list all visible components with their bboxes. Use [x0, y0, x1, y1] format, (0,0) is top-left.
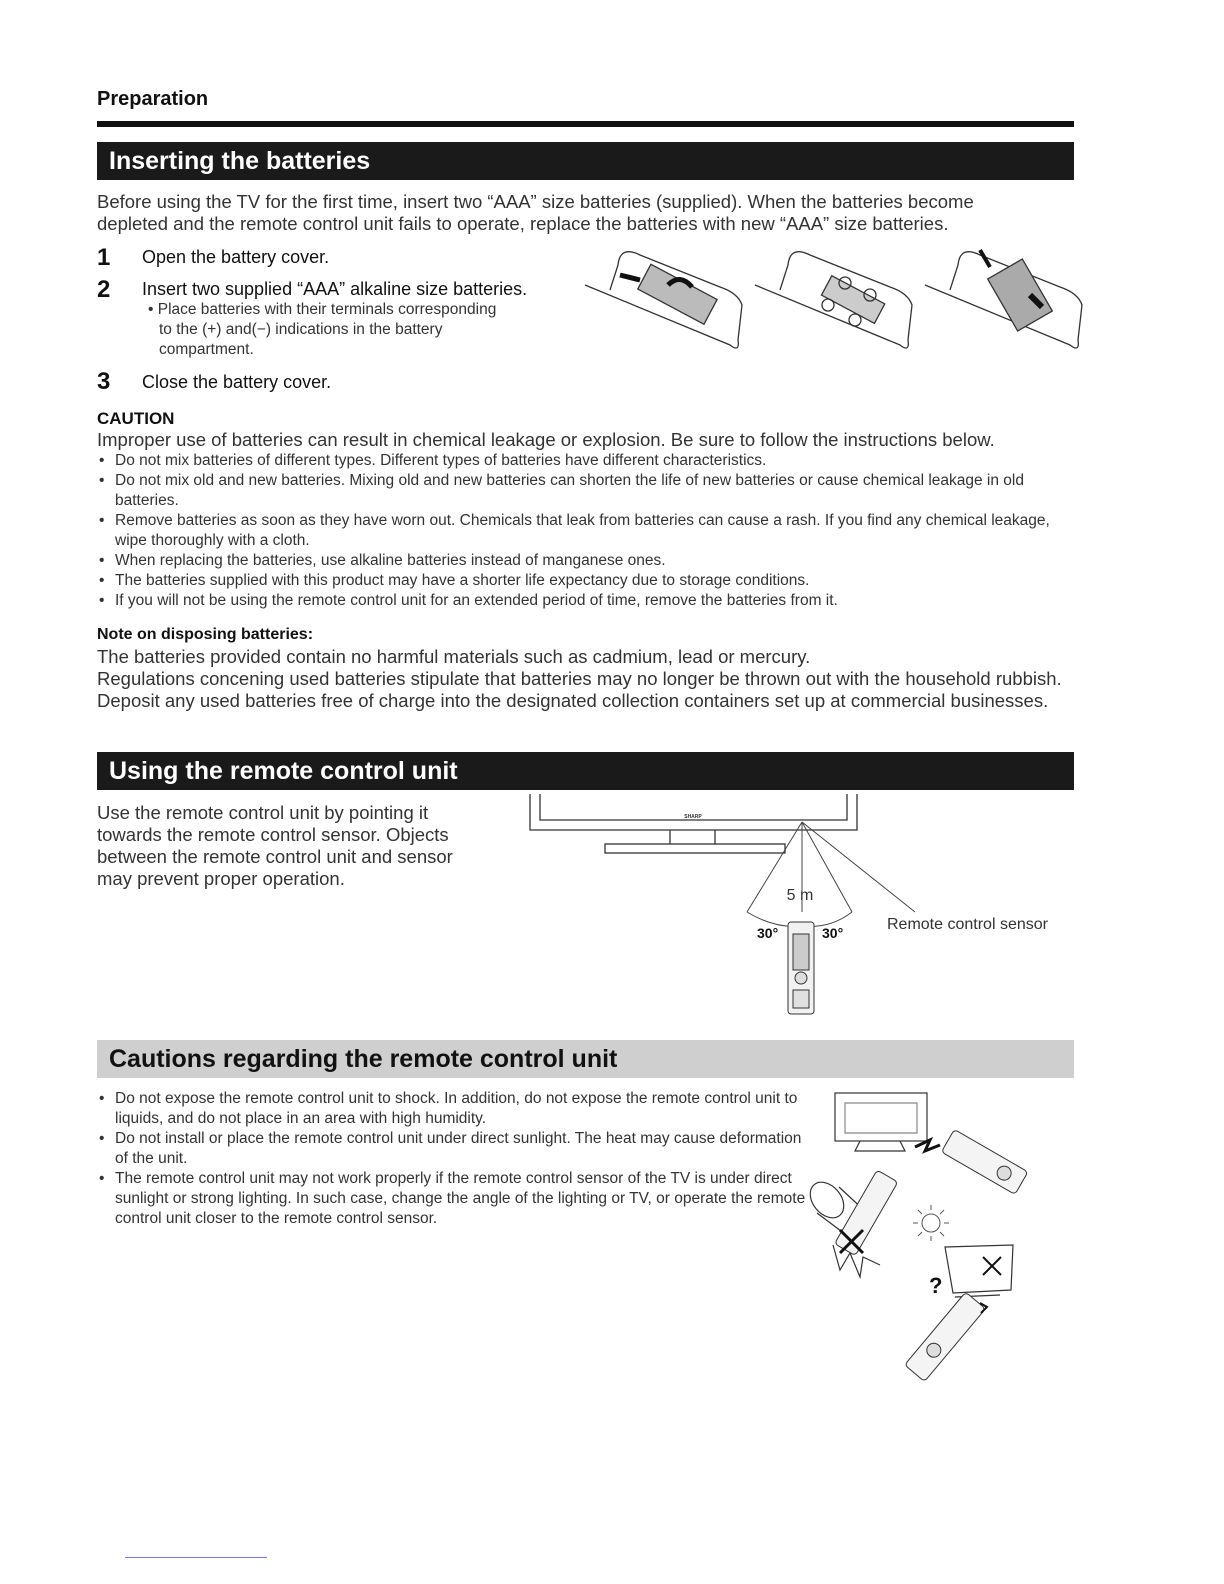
battery-steps-illustration	[580, 245, 1090, 360]
list-item: • The remote control unit may not work properly if the remote control sensor of the TV is under direct sunlight or strong lighting. In such case, change the angle of the lighting or TV, or operate the remote control unit closer to the remote control sensor.	[97, 1169, 817, 1229]
caution-lead: Improper use of batteries can result in chemical leakage or explosion. Be sure to follow the instructions below.	[97, 429, 995, 450]
disposal-label: Note on disposing batteries:	[97, 626, 314, 643]
remote-icon	[835, 1170, 898, 1256]
cautions-list	[97, 1089, 817, 1229]
step-2-bullet-line1: • Place batteries with their terminals corresponding	[148, 301, 497, 318]
list-item: • Do not install or place the remote control unit under direct sunlight. The heat may cause deformation of the unit.	[97, 1129, 817, 1169]
step-2-text: Insert two supplied “AAA” alkaline size batteries.	[142, 279, 528, 299]
step-2-bullet	[148, 300, 568, 360]
section-label: Preparation	[97, 88, 209, 110]
remote-icon	[788, 922, 814, 1014]
batteries-intro-line1: Before using the TV for the first time, insert two “AAA” size batteries (supplied). When the batteries become	[97, 191, 974, 212]
list-item: • Do not mix batteries of different types. Different types of batteries have different characteristics.	[97, 451, 1072, 471]
header-rule	[97, 121, 1074, 127]
tv-icon	[945, 1245, 1013, 1297]
remote-icon	[905, 1292, 986, 1381]
batteries-intro	[97, 191, 1097, 235]
disposal-line2: Regulations concening used batteries stipulate that batteries may no longer be thrown out with the household rubbish. Deposit any used batteries free of charge into the designated collection containers set up at commercial businesses.	[97, 668, 1062, 711]
tv-brand-label: SHARP	[684, 814, 702, 820]
angle-right-label: 30°	[822, 925, 844, 941]
remote-battery-icon	[585, 252, 742, 348]
using-heading: Using the remote control unit	[97, 752, 1074, 790]
step-2-bullet-line3: compartment.	[159, 341, 254, 358]
caution-label: CAUTION	[97, 409, 175, 428]
disposal-text	[97, 646, 1107, 712]
list-item: • Remove batteries as soon as they have worn out. Chemicals that leak from batteries can cause a rash. If you find any chemical leakage, wipe thoroughly with a cloth.	[97, 511, 1072, 551]
shock-icon	[915, 1140, 940, 1151]
cautions-illustration	[805, 1085, 1045, 1390]
step-1-text: Open the battery cover.	[142, 247, 330, 267]
tv-sensor-icon	[530, 794, 857, 853]
batteries-intro-line2: depleted and the remote control unit fails to operate, replace the batteries with new “AAA” size batteries.	[97, 213, 949, 234]
list-item: • Do not mix old and new batteries. Mixing old and new batteries can shorten the life of new batteries or cause chemical leakage in old batteries.	[97, 471, 1072, 511]
sensor-label: Remote control sensor	[887, 916, 1048, 933]
step-1-number: 1	[97, 244, 111, 271]
tv-icon	[835, 1093, 927, 1151]
cross-icon	[983, 1257, 1001, 1275]
list-item: • When replacing the batteries, use alkaline batteries instead of manganese ones.	[97, 551, 1072, 571]
signal-lines	[747, 822, 915, 926]
step-3-number: 3	[97, 368, 111, 395]
caution-list	[97, 451, 1072, 611]
angle-left-label: 30°	[757, 925, 779, 941]
step-2-bullet-line2: to the (+) and(−) indications in the battery	[159, 321, 443, 338]
distance-label: 5 m	[786, 887, 814, 904]
remote-icon	[941, 1129, 1028, 1194]
disposal-line1: The batteries provided contain no harmful materials such as cadmium, lead or mercury.	[97, 646, 811, 667]
cautions-heading: Cautions regarding the remote control unit	[97, 1040, 1074, 1078]
question-icon: ?	[929, 1273, 943, 1298]
remote-battery-icon	[925, 250, 1082, 348]
footer-rule	[125, 1557, 267, 1558]
batteries-heading: Inserting the batteries	[97, 142, 1074, 180]
using-text: Use the remote control unit by pointing it towards the remote control sensor. Objects between the remote control unit and sensor may prevent proper operation.	[97, 802, 453, 889]
step-2-number: 2	[97, 276, 111, 303]
list-item: • The batteries supplied with this product may have a shorter life expectancy due to storage conditions.	[97, 571, 1072, 591]
list-item: • Do not expose the remote control unit to shock. In addition, do not expose the remote control unit to liquids, and do not place in an area with high humidity.	[97, 1089, 817, 1129]
sun-icon	[913, 1205, 949, 1241]
step-3-text: Close the battery cover.	[142, 372, 332, 392]
list-item: • If you will not be using the remote control unit for an extended period of time, remove the batteries from it.	[97, 591, 1072, 611]
remote-range-diagram	[525, 794, 1085, 1024]
remote-battery-icon	[755, 252, 912, 348]
